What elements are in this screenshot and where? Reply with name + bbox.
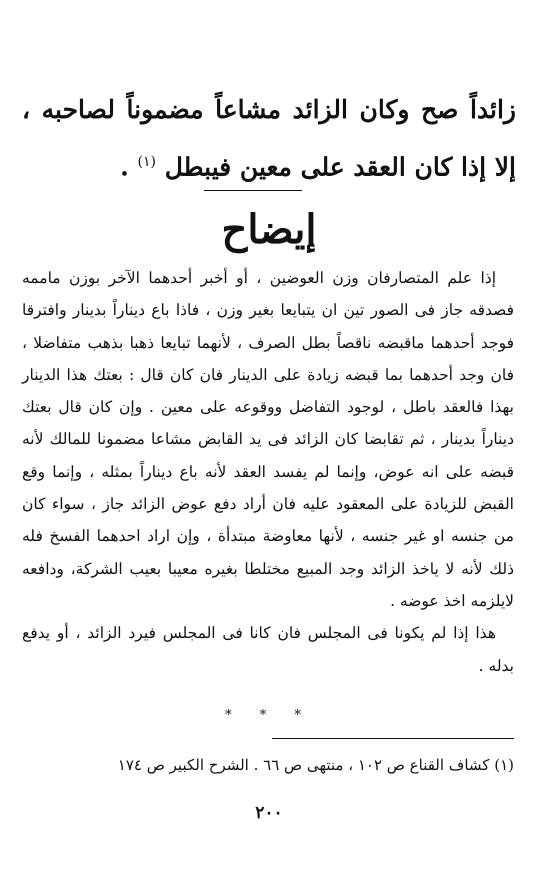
continued-paragraph: [22, 84, 516, 193]
heading-divider: [204, 190, 302, 191]
footnote-divider: [272, 738, 514, 739]
page-number: ٢٠٠: [255, 803, 283, 823]
section-heading: إيضاح: [221, 206, 317, 253]
footnote: (١) كشاف القناع ص ١٠٢ ، منتهى ص ٦٦ . الشرح الكبير ص ١٧٤: [117, 756, 514, 774]
footnote-marker: (١): [137, 154, 157, 170]
body-paragraph-2: هذا إذا لم يكونا فى المجلس فان كانا فى المجلس فيرد الزائد ، أو يدفع بدله .: [22, 624, 514, 675]
explanation-body: [22, 262, 514, 682]
end-mark: .: [120, 152, 129, 182]
section-separator: * * *: [225, 708, 313, 723]
body-paragraph-1: إذا علم المتصارفان وزن العوضين ، أو أخبر أحدهما الآخر بوزن ماممه فصدقه جاز فى الصور تين ان يتبايعا بغير وزن ، فاذا باع ديناراً بدينار وافترقا فوجد أحدهما ماقبضه ناقصاً بطل الصرف ، لأنهما تبايعا ذهبا بذهب متفاضلا ، فان وجد أحدهما بما قبضه زيادة على الدينار فان كان قال : بعتك هذا الدينار بهذا فالعقد باطل ، لوجود التفاضل ووقوعه على معين . وإن كان قال بعتك ديناراً بدينار ، ثم تقابضا كان الزائد فى يد القابض مشاعا مضمونا للمالك لأنه قبضه على انه عوض، وإنما لم يفسد العقد لأنه باع ديناراً بمثله ، وإنما وقع القبض للزيادة على المعقود عليه فان أراد دفع عوض الزائد جاز ، سواء كان من جنسه او غير جنسه ، لأنها معاوضة مبتدأة ، وإن اراد احدهما الفسخ فله ذلك لأنه لا ياخذ الزائد وجد المبيع مختلطا بغيره معيبا بعيب الشركة، ودافعه لايلزمه اخذ عوضه .: [22, 269, 514, 610]
continued-paragraph-text: زائداً صح وكان الزائد مشاعاً مضموناً لصاحبه ، إلا إذا كان العقد على معين فيبطل: [22, 95, 516, 182]
